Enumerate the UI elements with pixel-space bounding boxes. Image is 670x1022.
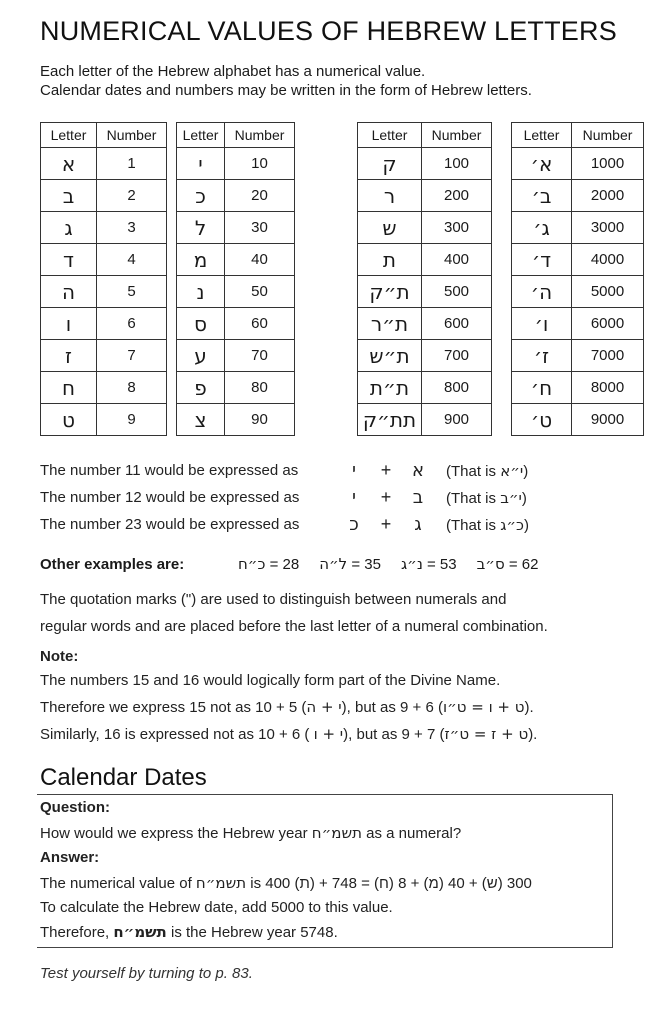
col-gap bbox=[492, 372, 512, 404]
col-gap bbox=[492, 148, 512, 180]
col-gap bbox=[167, 276, 177, 308]
letter-cell: ש bbox=[358, 212, 422, 244]
intro-line-2: Calendar dates and numbers may be written in the form of Hebrew letters. bbox=[40, 82, 532, 99]
hebrew-letter: כ bbox=[349, 514, 359, 535]
page-title: NUMERICAL VALUES OF HEBREW LETTERS bbox=[40, 16, 617, 46]
col-header-letter: Letter bbox=[358, 123, 422, 148]
hebrew-numeral: י״א bbox=[500, 461, 524, 480]
hebrew-numeral: י״ב bbox=[500, 488, 522, 507]
that-prefix: (That is bbox=[446, 462, 501, 480]
number-cell: 3000 bbox=[572, 212, 644, 244]
col-gap bbox=[167, 372, 177, 404]
that-prefix: (That is bbox=[446, 489, 501, 507]
col-header-letter: Letter bbox=[177, 123, 225, 148]
number-cell: 700 bbox=[422, 340, 492, 372]
letter-cell: נ bbox=[177, 276, 225, 308]
note-line-3 bbox=[40, 721, 537, 748]
table-header-row bbox=[41, 123, 295, 148]
table-row bbox=[41, 276, 295, 308]
number-cell: 9000 bbox=[572, 404, 644, 436]
therefore-part: Therefore, bbox=[40, 924, 114, 941]
number-cell: 50 bbox=[225, 276, 295, 308]
number-cell: 8 bbox=[97, 372, 167, 404]
number-cell: 1 bbox=[97, 148, 167, 180]
letter-cell: ז bbox=[41, 340, 97, 372]
table-row bbox=[358, 340, 644, 372]
number-cell: 800 bbox=[422, 372, 492, 404]
number-cell: 200 bbox=[422, 180, 492, 212]
table-header-row bbox=[358, 123, 644, 148]
that-is bbox=[446, 516, 529, 534]
number-cell: 60 bbox=[225, 308, 295, 340]
letter-cell: א bbox=[41, 148, 97, 180]
letter-cell: ג bbox=[41, 212, 97, 244]
hebrew-numeral: ס״ב bbox=[476, 555, 505, 573]
note-text: ). bbox=[524, 699, 534, 716]
letter-cell: ר bbox=[358, 180, 422, 212]
plus-sign: + bbox=[380, 460, 392, 480]
note-heading: Note: bbox=[40, 648, 79, 665]
number-cell: 8000 bbox=[572, 372, 644, 404]
answer-label: Answer: bbox=[40, 849, 100, 866]
col-header-number: Number bbox=[572, 123, 644, 148]
expression-label: The number 23 would be expressed as bbox=[40, 516, 300, 533]
number-cell: 5 bbox=[97, 276, 167, 308]
number-cell: 2 bbox=[97, 180, 167, 212]
that-is bbox=[446, 462, 528, 480]
number-cell: 5000 bbox=[572, 276, 644, 308]
hebrew-letter: א bbox=[411, 460, 425, 481]
table-row bbox=[358, 372, 644, 404]
col-gap bbox=[167, 123, 177, 148]
therefore-part: is the Hebrew year 5748. bbox=[166, 924, 338, 941]
table-row bbox=[358, 148, 644, 180]
hebrew-sum: ט + ז = ט״ז bbox=[444, 725, 529, 743]
hebrew-letter: י bbox=[351, 487, 357, 508]
hebrew-numeral: כ״ג bbox=[500, 515, 524, 534]
col-gap bbox=[492, 340, 512, 372]
that-suffix: ) bbox=[523, 516, 529, 534]
hebrew-numeral: כ״ח bbox=[238, 555, 266, 573]
number-cell: 900 bbox=[422, 404, 492, 436]
number-cell: 3 bbox=[97, 212, 167, 244]
letter-cell: פ bbox=[177, 372, 225, 404]
letter-cell: ו׳ bbox=[512, 308, 572, 340]
letter-cell: ס bbox=[177, 308, 225, 340]
col-header-letter: Letter bbox=[512, 123, 572, 148]
question-part: How would we express the Hebrew year bbox=[40, 825, 312, 842]
number-cell: 100 bbox=[422, 148, 492, 180]
hebrew-sum: י + ו bbox=[313, 725, 344, 743]
hebrew-year: תשמ״ח bbox=[195, 874, 247, 892]
number-cell: 1000 bbox=[572, 148, 644, 180]
letter-cell: ח׳ bbox=[512, 372, 572, 404]
test-yourself-note: Test yourself by turning to p. 83. bbox=[40, 965, 253, 982]
hundreds-thousands-table bbox=[357, 122, 644, 436]
number-cell: 6 bbox=[97, 308, 167, 340]
col-gap bbox=[167, 404, 177, 436]
example-value: = 35 bbox=[347, 556, 381, 573]
other-examples-label: Other examples are: bbox=[40, 555, 185, 573]
note-text: ). bbox=[528, 726, 538, 743]
table-row bbox=[358, 212, 644, 244]
col-gap bbox=[492, 244, 512, 276]
number-cell: 6000 bbox=[572, 308, 644, 340]
that-suffix: ) bbox=[521, 489, 527, 507]
number-cell: 500 bbox=[422, 276, 492, 308]
letter-cell: ד׳ bbox=[512, 244, 572, 276]
hebrew-year: תשמ״ח bbox=[113, 923, 167, 941]
col-gap bbox=[167, 148, 177, 180]
table-row bbox=[41, 212, 295, 244]
question-label: Question: bbox=[40, 799, 110, 816]
letter-cell: כ bbox=[177, 180, 225, 212]
letter-cell: ת״ת bbox=[358, 372, 422, 404]
that-is bbox=[446, 489, 527, 507]
number-cell: 2000 bbox=[572, 180, 644, 212]
letter-cell: ז׳ bbox=[512, 340, 572, 372]
question-answer-box bbox=[37, 794, 613, 948]
example-item bbox=[477, 555, 539, 573]
note-text: ), but as 9 + 7 ( bbox=[343, 726, 445, 743]
col-gap bbox=[167, 340, 177, 372]
note-line-1: The numbers 15 and 16 would logically form part of the Divine Name. bbox=[40, 672, 501, 689]
expression-label: The number 11 would be expressed as bbox=[40, 462, 299, 479]
note-text: Therefore we express 15 not as 10 + 5 ( bbox=[40, 699, 307, 716]
letter-cell: ב bbox=[41, 180, 97, 212]
letter-cell: ה׳ bbox=[512, 276, 572, 308]
col-gap bbox=[492, 308, 512, 340]
letter-cell: ג׳ bbox=[512, 212, 572, 244]
col-gap bbox=[492, 404, 512, 436]
letter-cell: ת״ר bbox=[358, 308, 422, 340]
hebrew-numeral: ל״ה bbox=[319, 555, 348, 573]
hebrew-letter: ג bbox=[414, 514, 422, 535]
col-header-number: Number bbox=[97, 123, 167, 148]
table-row bbox=[358, 308, 644, 340]
table-row bbox=[41, 404, 295, 436]
letter-cell: מ bbox=[177, 244, 225, 276]
number-cell: 4 bbox=[97, 244, 167, 276]
letter-cell: א׳ bbox=[512, 148, 572, 180]
question-part: as a numeral? bbox=[361, 825, 462, 842]
letter-cell: תת״ק bbox=[358, 404, 422, 436]
letter-cell: ק bbox=[358, 148, 422, 180]
col-gap bbox=[492, 212, 512, 244]
hebrew-letter: י bbox=[351, 460, 357, 481]
number-cell: 9 bbox=[97, 404, 167, 436]
letter-cell: ת״ק bbox=[358, 276, 422, 308]
example-item bbox=[401, 555, 457, 573]
note-section bbox=[40, 646, 537, 748]
example-item bbox=[319, 555, 381, 573]
number-cell: 4000 bbox=[572, 244, 644, 276]
therefore-text bbox=[40, 923, 338, 941]
letter-cell: י bbox=[177, 148, 225, 180]
letter-cell: ת״ש bbox=[358, 340, 422, 372]
col-gap bbox=[492, 180, 512, 212]
plus-sign: + bbox=[380, 487, 392, 507]
letter-cell: ד bbox=[41, 244, 97, 276]
letter-cell: ב׳ bbox=[512, 180, 572, 212]
plus-sign: + bbox=[380, 514, 392, 534]
col-gap bbox=[167, 180, 177, 212]
number-cell: 20 bbox=[225, 180, 295, 212]
table-row bbox=[41, 180, 295, 212]
col-header-number: Number bbox=[422, 123, 492, 148]
col-gap bbox=[167, 244, 177, 276]
expression-line-12 bbox=[40, 487, 527, 508]
intro-line-1: Each letter of the Hebrew alphabet has a numerical value. bbox=[40, 63, 426, 80]
table-row bbox=[41, 340, 295, 372]
calendar-dates-heading: Calendar Dates bbox=[40, 764, 207, 791]
col-gap bbox=[167, 308, 177, 340]
number-cell: 7000 bbox=[572, 340, 644, 372]
number-cell: 300 bbox=[422, 212, 492, 244]
that-prefix: (That is bbox=[446, 516, 501, 534]
note-line-2 bbox=[40, 694, 537, 721]
number-cell: 7 bbox=[97, 340, 167, 372]
hebrew-sum: ט + ו = ט״ו bbox=[442, 698, 525, 716]
hebrew-year: תשמ״ח bbox=[311, 824, 362, 842]
letter-cell: ל bbox=[177, 212, 225, 244]
table-row bbox=[358, 276, 644, 308]
calculation-text: To calculate the Hebrew date, add 5000 to this value. bbox=[40, 899, 393, 916]
letter-cell: ו bbox=[41, 308, 97, 340]
letter-cell: צ bbox=[177, 404, 225, 436]
table-row bbox=[41, 244, 295, 276]
answer-part: is 400 (ת) + 300 (ש) + 40 (מ) + 8 (ח) = 748 bbox=[246, 875, 532, 892]
number-cell: 80 bbox=[225, 372, 295, 404]
question-text bbox=[40, 824, 461, 842]
note-text: ), but as 9 + 6 ( bbox=[341, 699, 443, 716]
letter-cell: ט bbox=[41, 404, 97, 436]
letter-cell: ט׳ bbox=[512, 404, 572, 436]
number-cell: 400 bbox=[422, 244, 492, 276]
letter-cell: ה bbox=[41, 276, 97, 308]
table-row bbox=[41, 372, 295, 404]
hebrew-letter: ב bbox=[412, 487, 424, 508]
expression-label: The number 12 would be expressed as bbox=[40, 489, 300, 506]
hebrew-sum: י + ה bbox=[306, 698, 342, 716]
col-header-number: Number bbox=[225, 123, 295, 148]
example-item bbox=[238, 555, 299, 573]
col-gap bbox=[492, 123, 512, 148]
answer-part: The numerical value of bbox=[40, 875, 196, 892]
table-row bbox=[358, 244, 644, 276]
col-gap bbox=[167, 212, 177, 244]
other-examples bbox=[40, 555, 558, 573]
number-cell: 70 bbox=[225, 340, 295, 372]
letter-cell: ח bbox=[41, 372, 97, 404]
col-gap bbox=[492, 276, 512, 308]
paragraph-line: The quotation marks (") are used to distinguish between numerals and bbox=[40, 591, 507, 608]
that-suffix: ) bbox=[523, 462, 529, 480]
example-value: = 62 bbox=[504, 556, 539, 573]
col-header-letter: Letter bbox=[41, 123, 97, 148]
quotation-marks-paragraph bbox=[40, 586, 548, 640]
number-cell: 30 bbox=[225, 212, 295, 244]
letter-cell: ע bbox=[177, 340, 225, 372]
number-cell: 10 bbox=[225, 148, 295, 180]
example-value: = 28 bbox=[265, 556, 300, 573]
number-cell: 40 bbox=[225, 244, 295, 276]
number-cell: 90 bbox=[225, 404, 295, 436]
example-value: = 53 bbox=[422, 556, 457, 573]
note-text: Similarly, 16 is expressed not as 10 + 6 ( bbox=[40, 726, 314, 743]
letter-cell: ת bbox=[358, 244, 422, 276]
table-row bbox=[41, 308, 295, 340]
paragraph-line: regular words and are placed before the last letter of a numeral combination. bbox=[40, 618, 548, 635]
table-row bbox=[358, 404, 644, 436]
table-row bbox=[41, 148, 295, 180]
expression-line-11 bbox=[40, 460, 528, 481]
units-tens-table bbox=[40, 122, 295, 436]
answer-text bbox=[40, 874, 532, 892]
expression-line-23 bbox=[40, 514, 529, 535]
table-row bbox=[358, 180, 644, 212]
intro-text bbox=[40, 62, 532, 100]
hebrew-numeral: נ״ג bbox=[400, 555, 423, 573]
number-cell: 600 bbox=[422, 308, 492, 340]
